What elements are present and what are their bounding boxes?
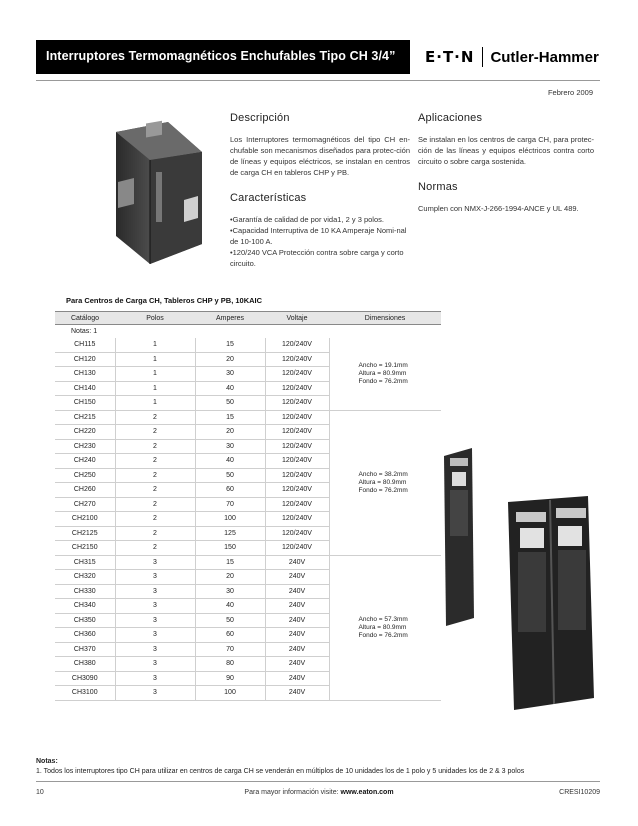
catalog-cell: CH150 (55, 396, 115, 411)
voltage-cell: 120/240V (265, 497, 329, 512)
dimension-value: Ancho = 38.2mm (358, 470, 408, 478)
poles-cell: 1 (115, 367, 195, 382)
catalog-cell: CH3100 (55, 686, 115, 701)
dimension-value: Fondo = 76.2mm (358, 377, 408, 385)
amperes-cell: 30 (195, 584, 265, 599)
dimension-value: Ancho = 57.3mm (358, 615, 408, 623)
notes-value: 1 (93, 327, 98, 335)
footer-website-link[interactable]: www.eaton.com (340, 789, 394, 796)
catalog-cell: CH250 (55, 468, 115, 483)
poles-cell: 3 (115, 570, 195, 585)
table-header-row (55, 312, 441, 325)
voltage-cell: 240V (265, 686, 329, 701)
catalog-cell: CH315 (55, 555, 115, 570)
description-text: Los Interruptores termomagnéticos del tipo CH en-chufable son mecanismos diseñados para protec-ción de líneas y equipos eléctricos, se instalan en centros de carga CH en tableros CHP y PB. (230, 135, 410, 177)
catalog-cell: CH120 (55, 352, 115, 367)
amperes-cell: 40 (195, 381, 265, 396)
catalog-cell: CH260 (55, 483, 115, 498)
amperes-cell: 50 (195, 468, 265, 483)
footer-info-text: Para mayor información visite: (244, 789, 339, 796)
amperes-cell: 20 (195, 425, 265, 440)
header-dimensions: Dimensiones (329, 312, 441, 325)
header-voltage: Voltaje (265, 312, 329, 325)
catalog-cell: CH240 (55, 454, 115, 469)
amperes-cell: 100 (195, 512, 265, 527)
voltage-cell: 120/240V (265, 410, 329, 425)
poles-cell: 1 (115, 352, 195, 367)
applications-column (418, 112, 594, 214)
poles-cell: 2 (115, 439, 195, 454)
poles-cell: 2 (115, 410, 195, 425)
voltage-cell: 240V (265, 671, 329, 686)
poles-cell: 1 (115, 396, 195, 411)
catalog-cell: CH215 (55, 410, 115, 425)
dimensions-cell (329, 555, 441, 700)
poles-cell: 2 (115, 497, 195, 512)
poles-cell: 3 (115, 584, 195, 599)
catalog-cell: CH2100 (55, 512, 115, 527)
poles-cell: 3 (115, 642, 195, 657)
breaker-photo-single (98, 112, 216, 274)
description-column (230, 112, 410, 269)
amperes-cell: 70 (195, 497, 265, 512)
brand-name: Cutler-Hammer (490, 48, 599, 66)
feature-item: •120/240 VCA Protección contra sobre carga y corto circuito. (230, 248, 404, 268)
voltage-cell: 120/240V (265, 468, 329, 483)
poles-cell: 3 (115, 628, 195, 643)
voltage-cell: 240V (265, 613, 329, 628)
poles-cell: 2 (115, 468, 195, 483)
dimension-value: Fondo = 76.2mm (358, 631, 408, 639)
amperes-cell: 50 (195, 613, 265, 628)
amperes-cell: 50 (195, 396, 265, 411)
amperes-cell: 70 (195, 642, 265, 657)
poles-cell: 3 (115, 555, 195, 570)
voltage-cell: 120/240V (265, 425, 329, 440)
amperes-cell: 15 (195, 555, 265, 570)
amperes-cell: 20 (195, 570, 265, 585)
amperes-cell: 80 (195, 657, 265, 672)
dimension-value: Fondo = 76.2mm (358, 486, 408, 494)
poles-cell: 2 (115, 541, 195, 556)
table-row (55, 555, 441, 570)
voltage-cell: 240V (265, 628, 329, 643)
voltage-cell: 240V (265, 599, 329, 614)
voltage-cell: 120/240V (265, 439, 329, 454)
header-catalog: Catálogo (55, 312, 115, 325)
catalog-cell: CH320 (55, 570, 115, 585)
dimensions-cell (329, 410, 441, 555)
catalog-cell: CH330 (55, 584, 115, 599)
catalog-cell: CH220 (55, 425, 115, 440)
voltage-cell: 120/240V (265, 367, 329, 382)
eaton-logo: E·T·N (425, 48, 475, 66)
catalog-cell: CH370 (55, 642, 115, 657)
catalog-cell: CH115 (55, 338, 115, 353)
header-poles: Polos (115, 312, 195, 325)
dimension-value: Altura = 80.9mm (358, 369, 407, 377)
voltage-cell: 120/240V (265, 396, 329, 411)
footnote-text: 1. Todos los interruptores tipo CH para utilizar en centros de carga CH se venderán en múltiplos de 10 unidades los de 1 polo y 5 unidades los de 2 & 3 polos (36, 768, 525, 775)
catalog-cell: CH130 (55, 367, 115, 382)
voltage-cell: 120/240V (265, 454, 329, 469)
catalog-cell: CH270 (55, 497, 115, 512)
amperes-cell: 100 (195, 686, 265, 701)
description-heading: Descripción (230, 112, 290, 124)
catalog-cell: CH340 (55, 599, 115, 614)
page-title: Interruptores Termomagnéticos Enchufables Tipo CH 3/4” (46, 49, 396, 63)
amperes-cell: 40 (195, 454, 265, 469)
header-rule (36, 80, 600, 81)
catalog-cell: CH2125 (55, 526, 115, 541)
footer-rule (36, 781, 600, 782)
poles-cell: 1 (115, 381, 195, 396)
voltage-cell: 120/240V (265, 512, 329, 527)
catalog-cell: CH3090 (55, 671, 115, 686)
brand-logo (425, 46, 599, 68)
breaker-photo-double (438, 448, 598, 710)
amperes-cell: 125 (195, 526, 265, 541)
voltage-cell: 120/240V (265, 541, 329, 556)
poles-cell: 2 (115, 454, 195, 469)
dimension-value: Ancho = 19.1mm (358, 361, 408, 369)
amperes-cell: 30 (195, 367, 265, 382)
catalog-table (55, 311, 441, 701)
poles-cell: 2 (115, 526, 195, 541)
poles-cell: 2 (115, 425, 195, 440)
voltage-cell: 240V (265, 570, 329, 585)
voltage-cell: 120/240V (265, 381, 329, 396)
standards-text: Cumplen con NMX-J-266-1994-ANCE y UL 489. (418, 204, 579, 213)
poles-cell: 3 (115, 657, 195, 672)
poles-cell: 3 (115, 613, 195, 628)
footnotes (36, 757, 524, 777)
amperes-cell: 40 (195, 599, 265, 614)
catalog-cell: CH360 (55, 628, 115, 643)
voltage-cell: 240V (265, 555, 329, 570)
catalog-cell: CH2150 (55, 541, 115, 556)
voltage-cell: 120/240V (265, 338, 329, 353)
applications-heading: Aplicaciones (418, 112, 483, 124)
catalog-cell: CH140 (55, 381, 115, 396)
table-title: Para Centros de Carga CH, Tableros CHP y PB, 10KAIC (66, 296, 263, 305)
amperes-cell: 150 (195, 541, 265, 556)
footer-info (0, 789, 638, 796)
poles-cell: 3 (115, 599, 195, 614)
header-amperes: Amperes (195, 312, 265, 325)
poles-cell: 3 (115, 671, 195, 686)
brand-divider (482, 47, 483, 67)
dimension-value: Altura = 80.9mm (358, 623, 407, 631)
notes-row (55, 325, 441, 338)
table-row (55, 338, 441, 353)
standards-heading: Normas (418, 181, 458, 193)
features-heading: Características (230, 192, 307, 204)
voltage-cell: 240V (265, 642, 329, 657)
catalog-cell: CH230 (55, 439, 115, 454)
amperes-cell: 30 (195, 439, 265, 454)
poles-cell: 2 (115, 483, 195, 498)
notes-label: Notas: (71, 327, 92, 335)
feature-item: •Capacidad Interruptiva de 10 KA Amperaje Nomi-nal de 10-100 A. (230, 226, 407, 246)
poles-cell: 2 (115, 512, 195, 527)
amperes-cell: 90 (195, 671, 265, 686)
amperes-cell: 60 (195, 628, 265, 643)
dimensions-cell (329, 338, 441, 411)
catalog-cell: CH380 (55, 657, 115, 672)
amperes-cell: 15 (195, 338, 265, 353)
voltage-cell: 120/240V (265, 352, 329, 367)
applications-text: Se instalan en los centros de carga CH, para protec-ción de las líneas y equipos eléctricos contra corto circuito o sobre carga sostenida. (418, 135, 594, 166)
dimension-value: Altura = 80.9mm (358, 478, 407, 486)
table-row (55, 410, 441, 425)
publication-date: Febrero 2009 (547, 88, 593, 97)
poles-cell: 1 (115, 338, 195, 353)
page-number: 10 (36, 789, 44, 796)
voltage-cell: 240V (265, 657, 329, 672)
feature-item: •Garantía de calidad de por vida1, 2 y 3 polos. (230, 215, 384, 224)
voltage-cell: 120/240V (265, 483, 329, 498)
voltage-cell: 120/240V (265, 526, 329, 541)
voltage-cell: 240V (265, 584, 329, 599)
poles-cell: 3 (115, 686, 195, 701)
features-list (230, 214, 410, 269)
amperes-cell: 15 (195, 410, 265, 425)
document-code: CRESI10209 (559, 789, 600, 796)
amperes-cell: 20 (195, 352, 265, 367)
amperes-cell: 60 (195, 483, 265, 498)
footnotes-heading: Notas: (36, 758, 58, 765)
catalog-cell: CH350 (55, 613, 115, 628)
